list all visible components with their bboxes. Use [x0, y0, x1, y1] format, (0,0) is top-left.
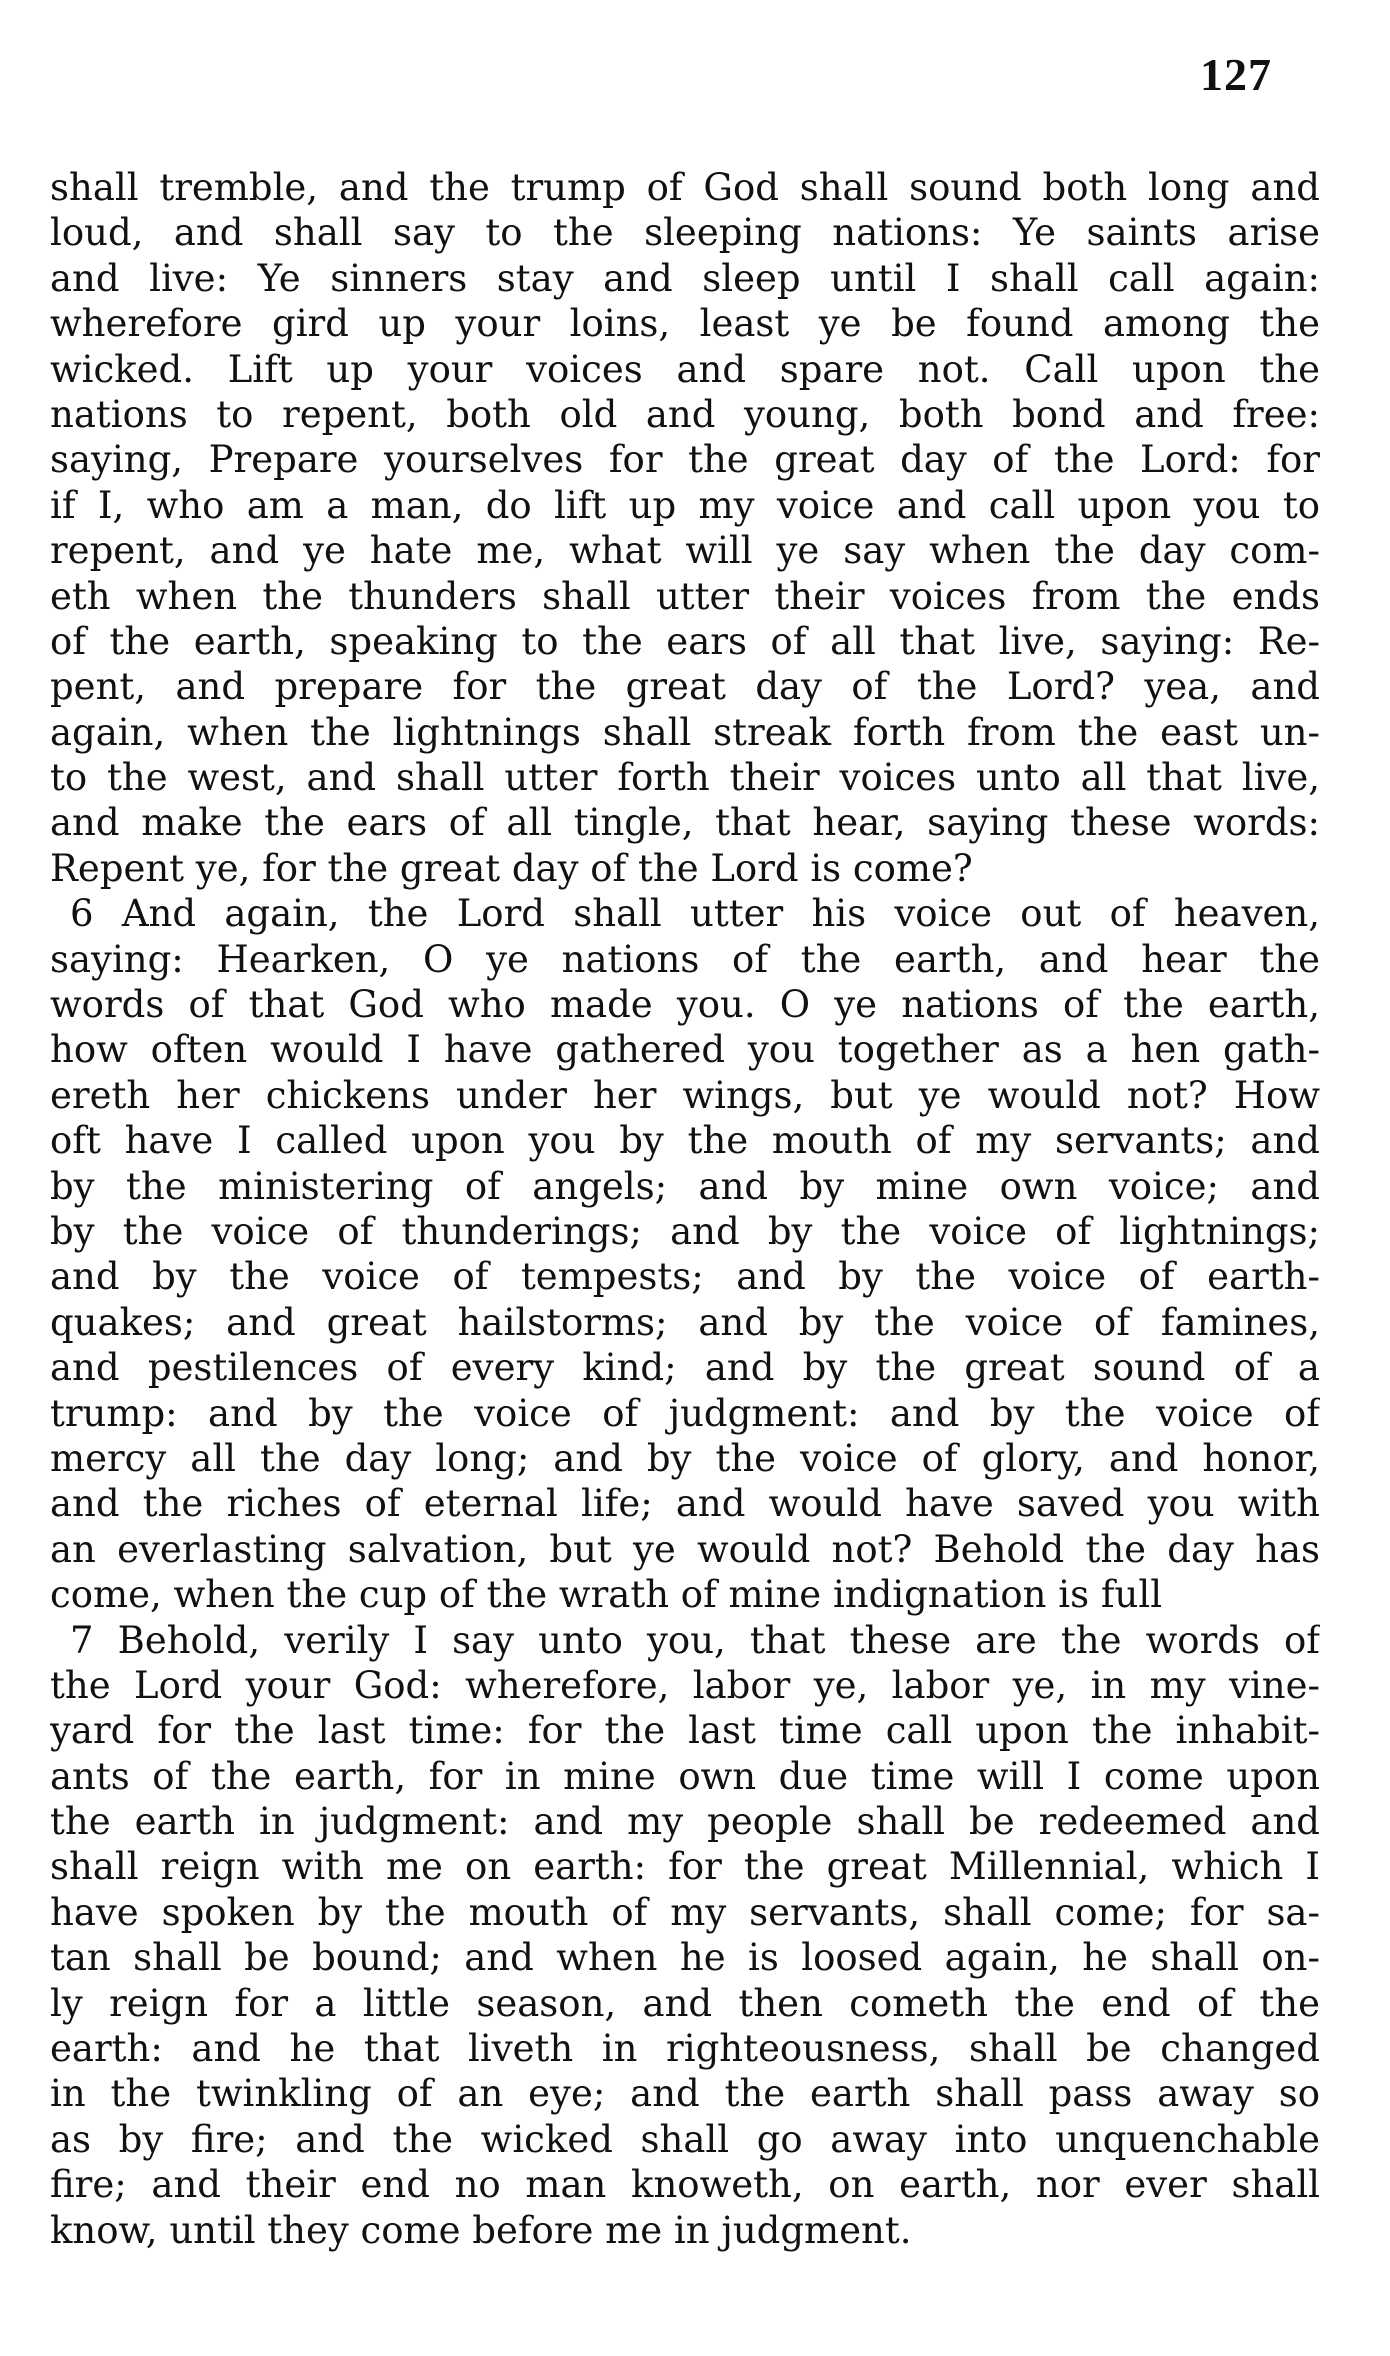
text-line: eth when the thunders shall utter their voices from the ends [50, 574, 1320, 618]
text-line: ants of the earth, for in mine own due time will I come upon [50, 1754, 1320, 1798]
text-line: quakes; and great hailstorms; and by the voice of famines, [50, 1300, 1320, 1344]
text-line: and by the voice of tempests; and by the voice of earth- [50, 1255, 1320, 1299]
text-line: how often would I have gathered you together as a hen gath- [50, 1028, 1320, 1072]
text-line: wherefore gird up your loins, least ye be found among the [50, 302, 1320, 346]
text-line: repent, and ye hate me, what will ye say when the day com- [50, 529, 1320, 573]
text-line: oft have I called upon you by the mouth of my servants; and [50, 1119, 1320, 1163]
text-line: the Lord your God: wherefore, labor ye, labor ye, in my vine- [50, 1663, 1320, 1707]
text-line: in the twinkling of an eye; and the earth shall pass away so [50, 2072, 1320, 2116]
text-line: shall tremble, and the trump of God shall sound both long and [50, 166, 1320, 209]
text-line: if I, who am a man, do lift up my voice and call upon you to [50, 483, 1320, 527]
text-line: words of that God who made you. O ye nations of the earth, [50, 983, 1320, 1027]
text-line: by the ministering of angels; and by mine own voice; and [50, 1164, 1320, 1208]
text-line: mercy all the day long; and by the voice of glory, and honor, [50, 1436, 1320, 1480]
text-line: nations to repent, both old and young, both bond and free: [50, 392, 1320, 436]
text-line: an everlasting salvation, but ye would not? Behold the day has [50, 1527, 1320, 1571]
text-line: wicked. Lift up your voices and spare not. Call upon the [50, 347, 1320, 391]
text-line: trump: and by the voice of judgment: and by the voice of [50, 1391, 1320, 1435]
text-line: saying, Prepare yourselves for the great day of the Lord: for [50, 438, 1320, 482]
text-line: 7 Behold, verily I say unto you, that these are the words of [70, 1618, 1320, 1662]
text-line: by the voice of thunderings; and by the voice of lightnings; [50, 1209, 1320, 1253]
text-line: come, when the cup of the wrath of mine indignation is full [50, 1573, 1163, 1617]
text-line: and live: Ye sinners stay and sleep until I shall call again: [50, 256, 1320, 300]
text-line: and the riches of eternal life; and would have saved you with [50, 1482, 1320, 1526]
text-line: earth: and he that liveth in righteousness, shall be changed [50, 2027, 1320, 2071]
text-line: know, until they come before me in judgment. [50, 2208, 912, 2252]
text-line: and make the ears of all tingle, that hear, saying these words: [50, 801, 1320, 845]
text-line: and pestilences of every kind; and by the great sound of a [50, 1346, 1320, 1390]
text-line: pent, and prepare for the great day of the Lord? yea, and [50, 665, 1320, 709]
text-line: loud, and shall say to the sleeping nations: Ye saints arise [50, 211, 1320, 255]
text-line: as by fire; and the wicked shall go away into unquenchable [50, 2117, 1320, 2161]
page-body-text [50, 165, 1320, 2253]
text-line: yard for the last time: for the last time call upon the inhabit- [50, 1709, 1320, 1753]
text-line: the earth in judgment: and my people shall be redeemed and [50, 1800, 1320, 1844]
text-line: tan shall be bound; and when he is loosed again, he shall on- [50, 1936, 1320, 1980]
text-line: fire; and their end no man knoweth, on earth, nor ever shall [50, 2163, 1320, 2207]
text-line: saying: Hearken, O ye nations of the earth, and hear the [50, 937, 1320, 981]
text-line: to the west, and shall utter forth their voices unto all that live, [50, 756, 1320, 800]
text-line: ereth her chickens under her wings, but ye would not? How [50, 1073, 1320, 1117]
text-line: again, when the lightnings shall streak forth from the east un- [50, 710, 1320, 754]
text-line: 6 And again, the Lord shall utter his voice out of heaven, [70, 892, 1320, 936]
text-line: Repent ye, for the great day of the Lord is come? [50, 846, 973, 890]
text-line: have spoken by the mouth of my servants, shall come; for sa- [50, 1890, 1320, 1934]
text-line: ly reign for a little season, and then cometh the end of the [50, 1981, 1320, 2025]
text-line: of the earth, speaking to the ears of all that live, saying: Re- [50, 619, 1320, 663]
text-line: shall reign with me on earth: for the great Millennial, which I [50, 1845, 1320, 1889]
page-number: 127 [1200, 49, 1272, 100]
